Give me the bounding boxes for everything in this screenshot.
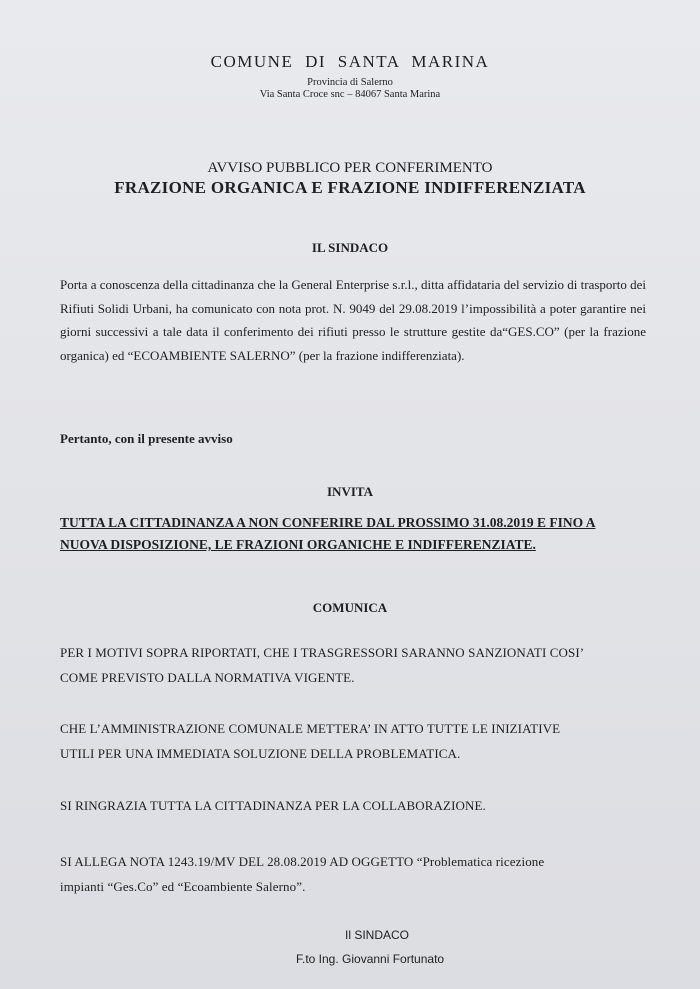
comunica-paragraph-3: SI RINGRAZIA TUTTA LA CITTADINANZA PER LA COLLABORAZIONE. bbox=[60, 798, 486, 813]
comunica-paragraph-4 bbox=[60, 849, 658, 899]
notice-heading: AVVISO PUBBLICO PER CONFERIMENTO bbox=[207, 160, 493, 176]
comunica-p1-line-1: PER I MOTIVI SOPRA RIPORTATI, CHE I TRASGRESSORI SARANNO SANZIONATI COSI’ bbox=[60, 645, 585, 660]
comunica-p2-line-1: CHE L’AMMINISTRAZIONE COMUNALE METTERA’ IN ATTO TUTTE LE INIZIATIVE bbox=[60, 721, 561, 736]
address-line: Via Santa Croce snc – 84067 Santa Marina bbox=[259, 89, 441, 100]
invita-line-2: NUOVA DISPOSIZIONE, LE FRAZIONI ORGANICHE E INDIFFERENZIATE. bbox=[60, 537, 536, 552]
municipality-title: COMUNE DI SANTA MARINA bbox=[210, 52, 490, 71]
signature-title: Il SINDACO bbox=[345, 928, 410, 942]
pertanto-line: Pertanto, con il presente avviso bbox=[60, 431, 233, 446]
invita-text bbox=[60, 512, 660, 556]
comunica-p4-line-2: impianti “Ges.Co” ed “Ecoambiente Salerno”. bbox=[60, 879, 306, 894]
invita-heading: INVITA bbox=[327, 484, 373, 499]
sindaco-heading: IL SINDACO bbox=[311, 240, 389, 255]
invita-line-1: TUTTA LA CITTADINANZA A NON CONFERIRE DAL PROSSIMO 31.08.2019 E FINO A bbox=[60, 515, 596, 530]
comunica-paragraph-1 bbox=[60, 640, 658, 690]
notice-subject: FRAZIONE ORGANICA E FRAZIONE INDIFFERENZIATA bbox=[114, 178, 586, 197]
comunica-p2-line-2: UTILI PER UNA IMMEDIATA SOLUZIONE DELLA PROBLEMATICA. bbox=[60, 746, 461, 761]
comunica-p1-line-2: COME PREVISTO DALLA NORMATIVA VIGENTE. bbox=[60, 670, 355, 685]
comunica-paragraph-2 bbox=[60, 716, 658, 766]
comunica-p4-line-1: SI ALLEGA NOTA 1243.19/MV DEL 28.08.2019 AD OGGETTO “Problematica ricezione bbox=[60, 854, 545, 869]
comunica-heading: COMUNICA bbox=[312, 600, 388, 615]
signature-name: F.to Ing. Giovanni Fortunato bbox=[296, 952, 445, 966]
intro-paragraph: Porta a conoscenza della cittadinanza che la General Enterprise s.r.l., ditta affidataria del servizio di trasporto dei Rifiuti Solidi Urbani, ha comunicato con nota prot. N. 9049 del 29.08.2019 l’impossibilità a poter garantire nei giorni successivi a tale data il conferimento dei rifiuti presso le strutture gestite da“GES.CO” (per la frazione organica) ed “ECOAMBIENTE SALERNO” (per la frazione indifferenziata). bbox=[60, 277, 646, 363]
province-line: Provincia di Salerno bbox=[307, 77, 393, 88]
